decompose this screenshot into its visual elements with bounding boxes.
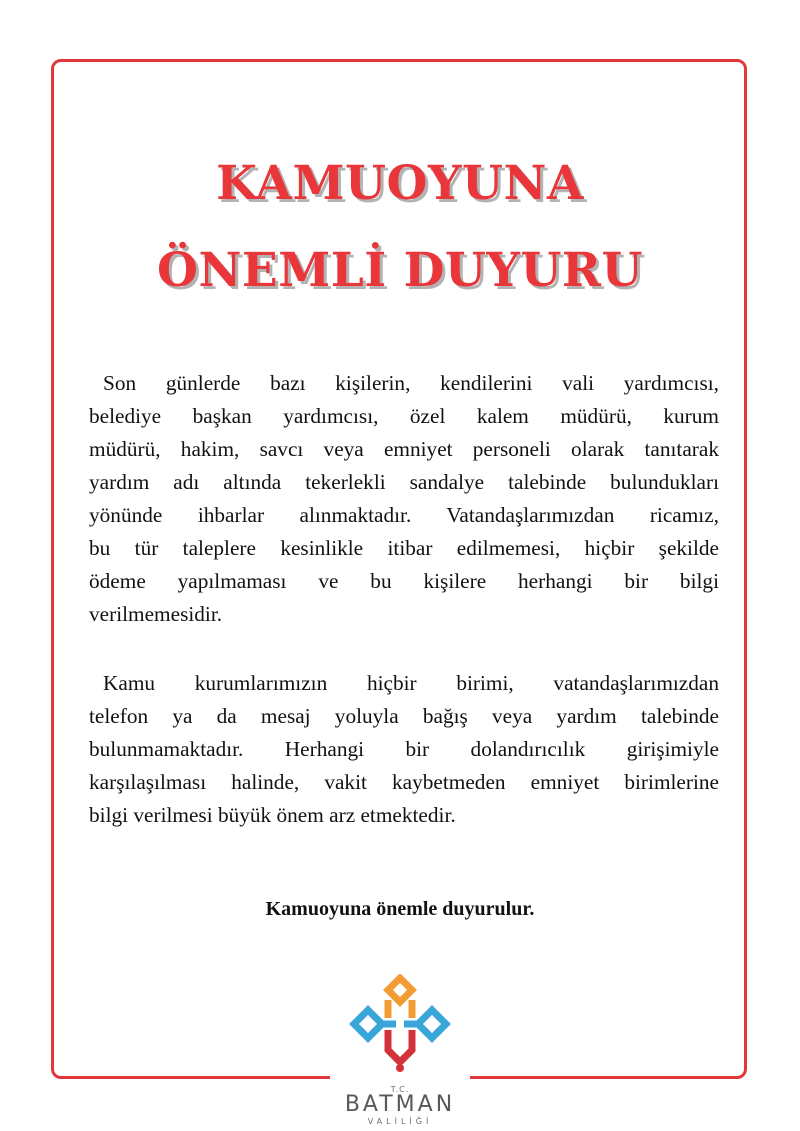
paragraph-2-line: Kamu kurumlarımızın hiçbir birimi, vatandaşlarımızdan bbox=[103, 671, 719, 695]
paragraph-2-line: bilgi verilmesi büyük önem arz etmektedir. bbox=[89, 803, 456, 827]
batman-valiligi-emblem-icon bbox=[348, 974, 452, 1074]
paragraph-2-line: bulunmamaktadır. Herhangi bir dolandırıcılık girişimiyle bbox=[89, 737, 719, 761]
paragraph-1-line: ödeme yapılmaması ve bu kişilere herhangi bir bilgi bbox=[89, 569, 719, 593]
paragraph-2-line: telefon ya da mesaj yoluyla bağış veya yardım talebinde bbox=[89, 704, 719, 728]
closing-statement: Kamuoyuna önemle duyurulur. bbox=[265, 898, 535, 920]
title-line-2: ÖNEMLİ DUYURU bbox=[157, 243, 643, 298]
paragraph-1-line: bu tür taleplere kesinlikle itibar edilmemesi, hiçbir şekilde bbox=[89, 536, 719, 560]
logo-name-text: BATMAN bbox=[344, 1092, 456, 1117]
paragraph-2 bbox=[89, 667, 719, 832]
paragraph-1-line: müdürü, hakim, savcı veya emniyet personeli olarak tanıtarak bbox=[89, 437, 719, 461]
paragraph-2-line: karşılaşılması halinde, vakit kaybetmeden emniyet birimlerine bbox=[89, 770, 719, 794]
paragraph-1-line: yardım adı altında tekerlekli sandalye talebinde bulundukları bbox=[89, 470, 719, 494]
logo-sub-text: VALİLİĞİ bbox=[367, 1117, 433, 1126]
logo-tc-text: T.C. bbox=[390, 1085, 410, 1094]
paragraph-1-line: verilmemesidir. bbox=[89, 602, 223, 626]
paragraph-1-line: Son günlerde bazı kişilerin, kendilerini vali yardımcısı, bbox=[103, 371, 719, 395]
title-line-1: KAMUOYUNA bbox=[216, 156, 584, 211]
paragraph-1-line: yönünde ihbarlar alınmaktadır. Vatandaşlarımızdan ricamız, bbox=[89, 503, 719, 527]
paragraph-1 bbox=[89, 367, 719, 631]
paragraph-1-line: belediye başkan yardımcısı, özel kalem müdürü, kurum bbox=[89, 404, 719, 428]
